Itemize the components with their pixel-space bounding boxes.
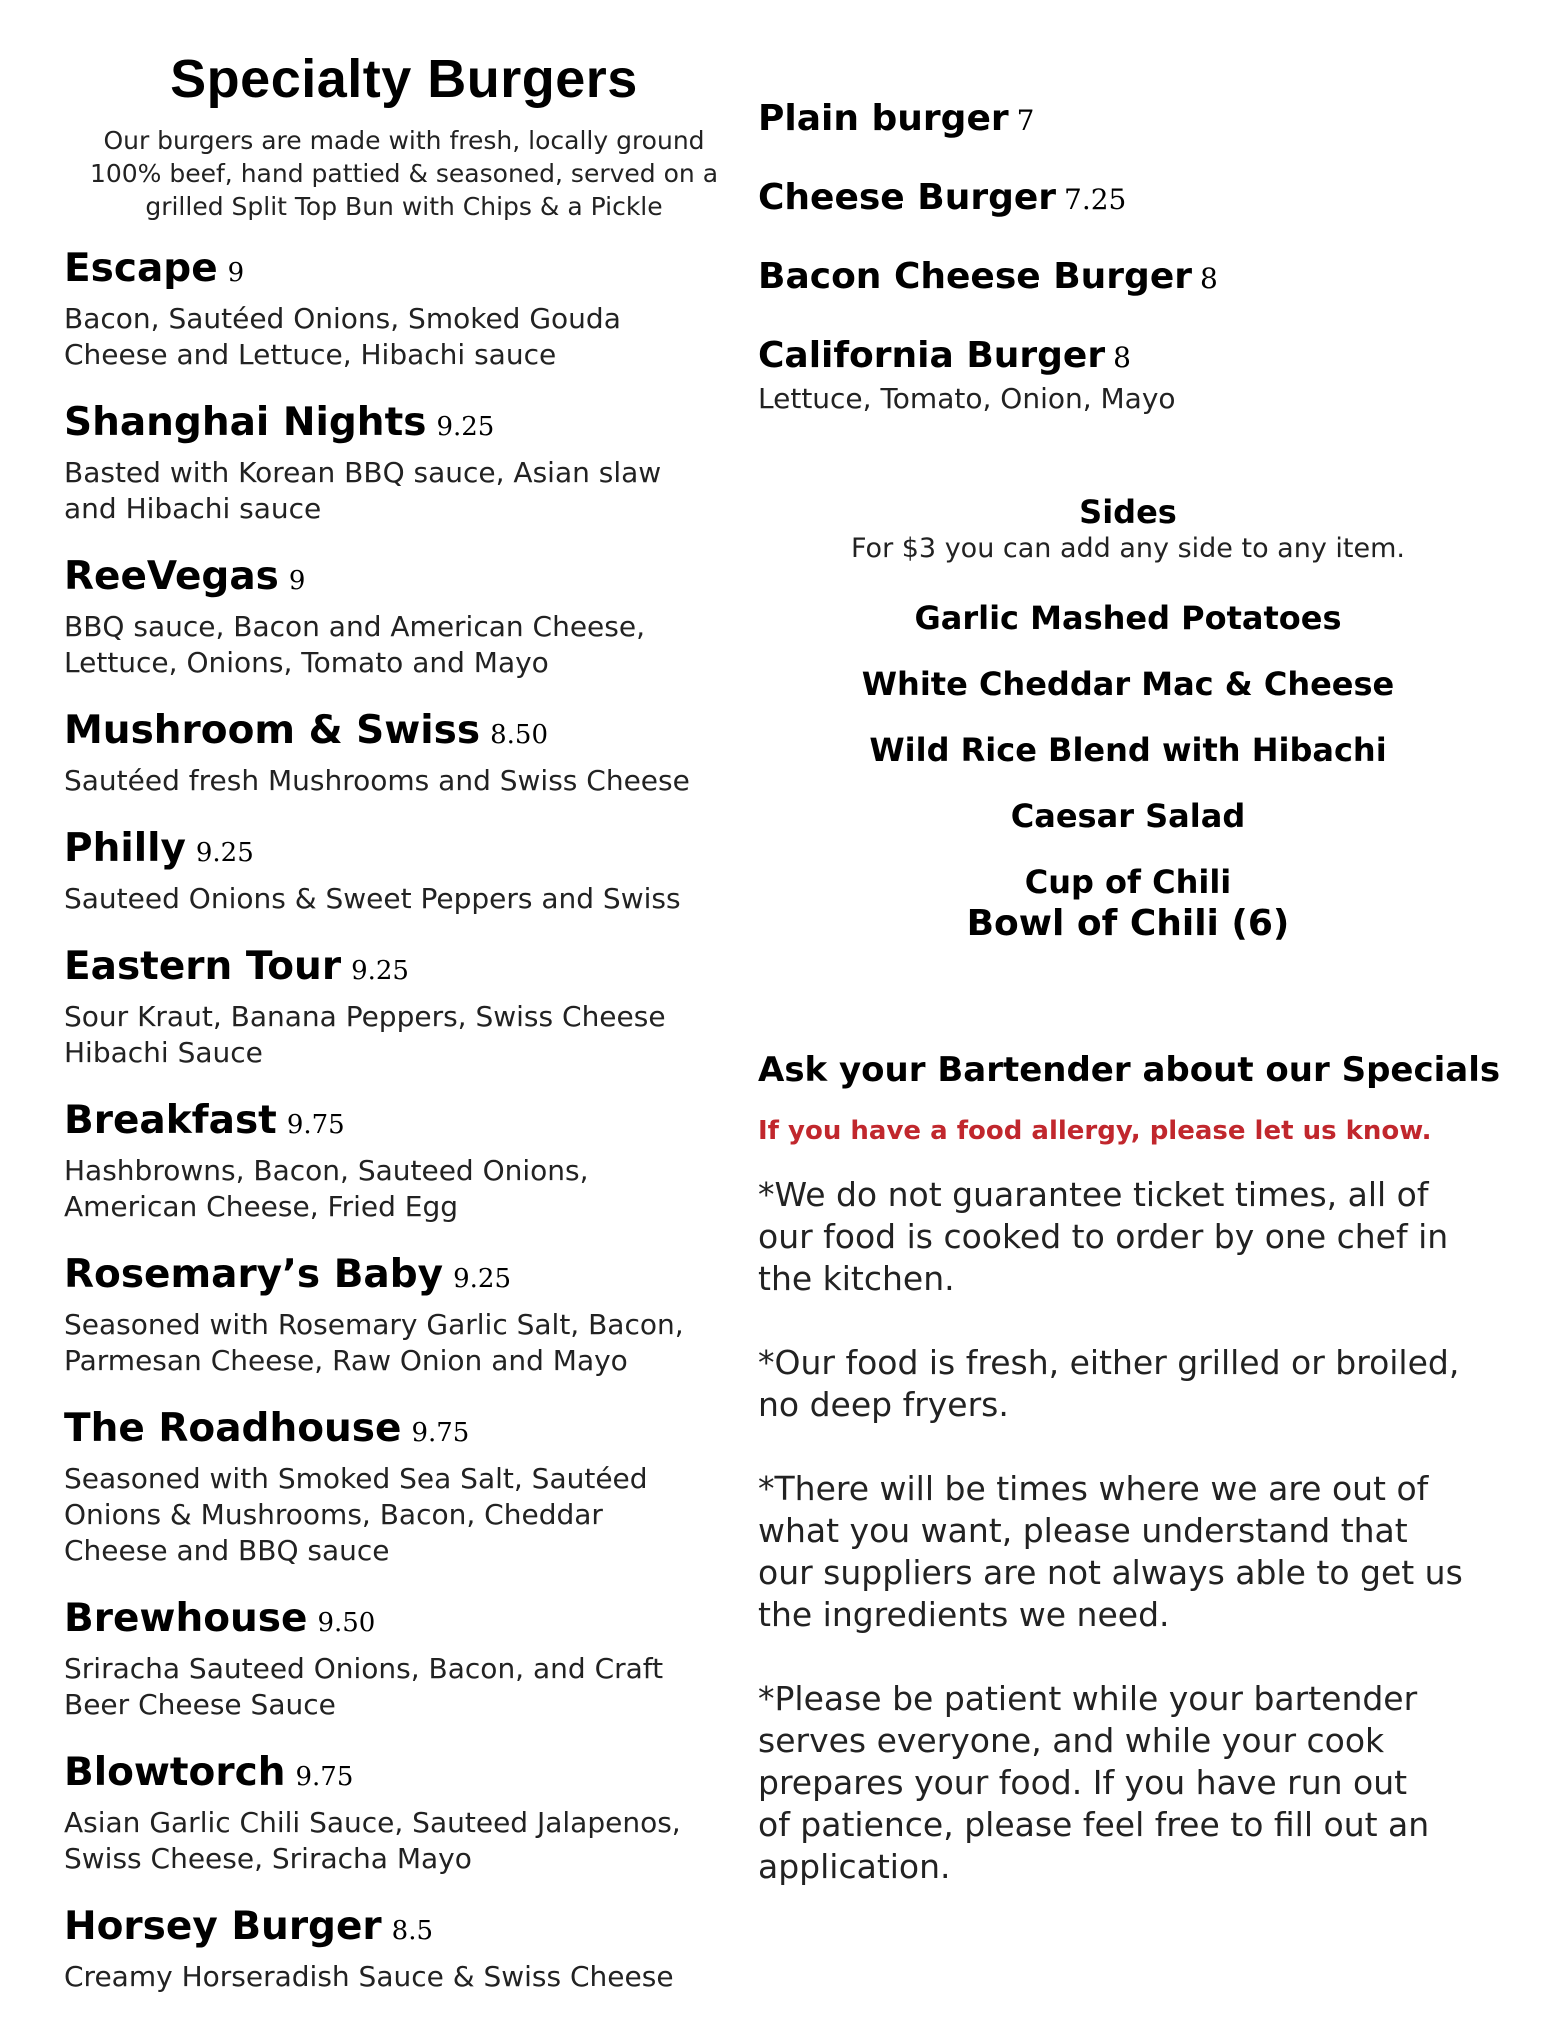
menu-item-horsey-burger <box>64 1903 744 1995</box>
item-price: 9.25 <box>195 838 254 868</box>
sides-section <box>758 492 1498 972</box>
item-description: American Cheese, Fried Egg <box>64 1190 459 1223</box>
intro-line: Our burgers are made with fresh, locally ground <box>103 126 705 155</box>
item-price: 9.75 <box>411 1418 470 1448</box>
note-line: the kitchen. <box>758 1259 955 1298</box>
item-name: Horsey Burger <box>64 1904 382 1949</box>
item-description: Hibachi Sauce <box>64 1036 263 1069</box>
menu-item-reevegas <box>64 553 744 681</box>
note-line: our suppliers are not always able to get us <box>758 1553 1463 1592</box>
item-name: Mushroom & Swiss <box>64 708 481 753</box>
item-description: Hashbrowns, Bacon, Sauteed Onions, <box>64 1154 589 1187</box>
plain-burgers-section <box>758 96 1498 442</box>
item-name: Breakfast <box>64 1098 277 1143</box>
allergy-warning: If you have a food allergy, please let us know. <box>758 1116 1432 1146</box>
item-description: Sour Kraut, Banana Peppers, Swiss Cheese <box>64 1000 666 1033</box>
policy-note <box>758 1342 1538 1426</box>
item-name: Eastern Tour <box>64 944 342 989</box>
item-description: BBQ sauce, Bacon and American Cheese, <box>64 610 645 643</box>
item-price: 9.50 <box>317 1608 376 1638</box>
menu-item-mushroom-swiss <box>64 707 744 799</box>
item-description: Sautéed fresh Mushrooms and Swiss Cheese <box>64 764 690 797</box>
item-price: 9.75 <box>286 1110 345 1140</box>
menu-item-cheese-burger <box>758 175 1498 228</box>
item-name: Philly <box>64 826 186 871</box>
specialty-burgers-section <box>64 48 744 2021</box>
menu-item-plain-burger <box>758 96 1498 149</box>
item-name: Escape <box>64 246 218 291</box>
page-title: Specialty Burgers <box>170 49 638 109</box>
note-line: the ingredients we need. <box>758 1595 1170 1634</box>
note-line: application. <box>758 1847 951 1886</box>
item-price: 8 <box>1113 341 1131 374</box>
note-line: *There will be times where we are out of <box>758 1469 1429 1508</box>
menu-item-blowtorch <box>64 1749 744 1877</box>
menu-item-bacon-cheese-burger <box>758 254 1498 307</box>
item-price: 8.50 <box>490 720 548 750</box>
side-item: Wild Rice Blend with Hibachi <box>869 731 1387 769</box>
item-description: Creamy Horseradish Sauce & Swiss Cheese <box>64 1960 674 1993</box>
item-description: Bacon, Sautéed Onions, Smoked Gouda <box>64 302 621 335</box>
item-name: Bacon Cheese Burger <box>758 256 1192 297</box>
item-description: Asian Garlic Chili Sauce, Sauteed Jalapenos, <box>64 1806 681 1839</box>
menu-item-escape <box>64 245 744 373</box>
note-line: of patience, please feel free to fill out an <box>758 1805 1430 1844</box>
item-description: Lettuce, Tomato, Onion, Mayo <box>758 382 1176 415</box>
item-description: Sauteed Onions & Sweet Peppers and Swiss <box>64 882 681 915</box>
item-price: 9.25 <box>453 1264 511 1294</box>
item-description: Sriracha Sauteed Onions, Bacon, and Craft <box>64 1652 664 1685</box>
intro-line: 100% beef, hand pattied & seasoned, served on a <box>89 159 719 188</box>
menu-item-breakfast <box>64 1097 744 1225</box>
item-price: 7.25 <box>1064 183 1127 216</box>
item-description: Beer Cheese Sauce <box>64 1688 336 1721</box>
item-price: 9 <box>227 258 245 288</box>
note-line: what you want, please understand that <box>758 1511 1408 1550</box>
note-line: *Our food is fresh, either grilled or broiled, <box>758 1343 1460 1382</box>
item-name: Shanghai Nights <box>64 400 427 445</box>
menu-item-eastern-tour <box>64 943 744 1071</box>
menu-item-california-burger <box>758 333 1498 416</box>
sides-note: For $3 you can add any side to any item. <box>850 533 1405 564</box>
side-item: Cup of Chili <box>1024 863 1232 901</box>
item-description: Seasoned with Smoked Sea Salt, Sautéed <box>64 1462 648 1495</box>
specials-section <box>758 1048 1538 1930</box>
intro-text <box>64 124 744 223</box>
note-line: our food is cooked to order by one chef in <box>758 1217 1449 1256</box>
side-item: Bowl of Chili (6) <box>966 903 1290 944</box>
item-price: 9.75 <box>295 1762 354 1792</box>
note-line: *We do not guarantee ticket times, all of <box>758 1175 1429 1214</box>
item-price: 9 <box>288 566 306 596</box>
note-line: *Please be patient while your bartender <box>758 1679 1418 1718</box>
item-name: Cheese Burger <box>758 177 1057 218</box>
item-name: The Roadhouse <box>64 1406 402 1451</box>
policy-note <box>758 1678 1538 1888</box>
menu-item-shanghai-nights <box>64 399 744 527</box>
item-name: ReeVegas <box>64 554 279 599</box>
item-price: 8 <box>1200 262 1218 295</box>
side-item: Caesar Salad <box>1010 797 1246 835</box>
item-description: Cheese and BBQ sauce <box>64 1534 390 1567</box>
item-price: 8.5 <box>391 1916 434 1946</box>
item-name: Blowtorch <box>64 1750 286 1795</box>
item-name: California Burger <box>758 335 1106 376</box>
item-description: Onions & Mushrooms, Bacon, Cheddar <box>64 1498 603 1531</box>
menu-item-the-roadhouse <box>64 1405 744 1569</box>
policy-note <box>758 1174 1538 1300</box>
note-line: prepares your food. If you have run out <box>758 1763 1408 1802</box>
item-description: Parmesan Cheese, Raw Onion and Mayo <box>64 1344 628 1377</box>
menu-item-philly <box>64 825 744 917</box>
intro-line: grilled Split Top Bun with Chips & a Pickle <box>145 192 663 221</box>
item-description: Basted with Korean BBQ sauce, Asian slaw <box>64 456 662 489</box>
item-name: Rosemary’s Baby <box>64 1252 444 1297</box>
policy-note <box>758 1468 1538 1636</box>
specials-title: Ask your Bartender about our Specials <box>758 1050 1501 1090</box>
item-name: Plain burger <box>758 98 1009 139</box>
item-description: Seasoned with Rosemary Garlic Salt, Bacon, <box>64 1308 684 1341</box>
item-price: 9.25 <box>351 956 409 986</box>
side-item: Garlic Mashed Potatoes <box>914 599 1342 637</box>
sides-title: Sides <box>1079 493 1177 531</box>
note-line: serves everyone, and while your cook <box>758 1721 1385 1760</box>
item-description: and Hibachi sauce <box>64 492 322 525</box>
item-price: 9.25 <box>436 412 495 442</box>
side-item: White Cheddar Mac & Cheese <box>861 665 1395 703</box>
item-description: Cheese and Lettuce, Hibachi sauce <box>64 338 557 371</box>
item-price: 7 <box>1016 104 1035 137</box>
menu-item-brewhouse <box>64 1595 744 1723</box>
item-name: Brewhouse <box>64 1596 308 1641</box>
note-line: no deep fryers. <box>758 1385 1009 1424</box>
item-description: Lettuce, Onions, Tomato and Mayo <box>64 646 549 679</box>
menu-item-rosemarys-baby <box>64 1251 744 1379</box>
item-description: Swiss Cheese, Sriracha Mayo <box>64 1842 472 1875</box>
